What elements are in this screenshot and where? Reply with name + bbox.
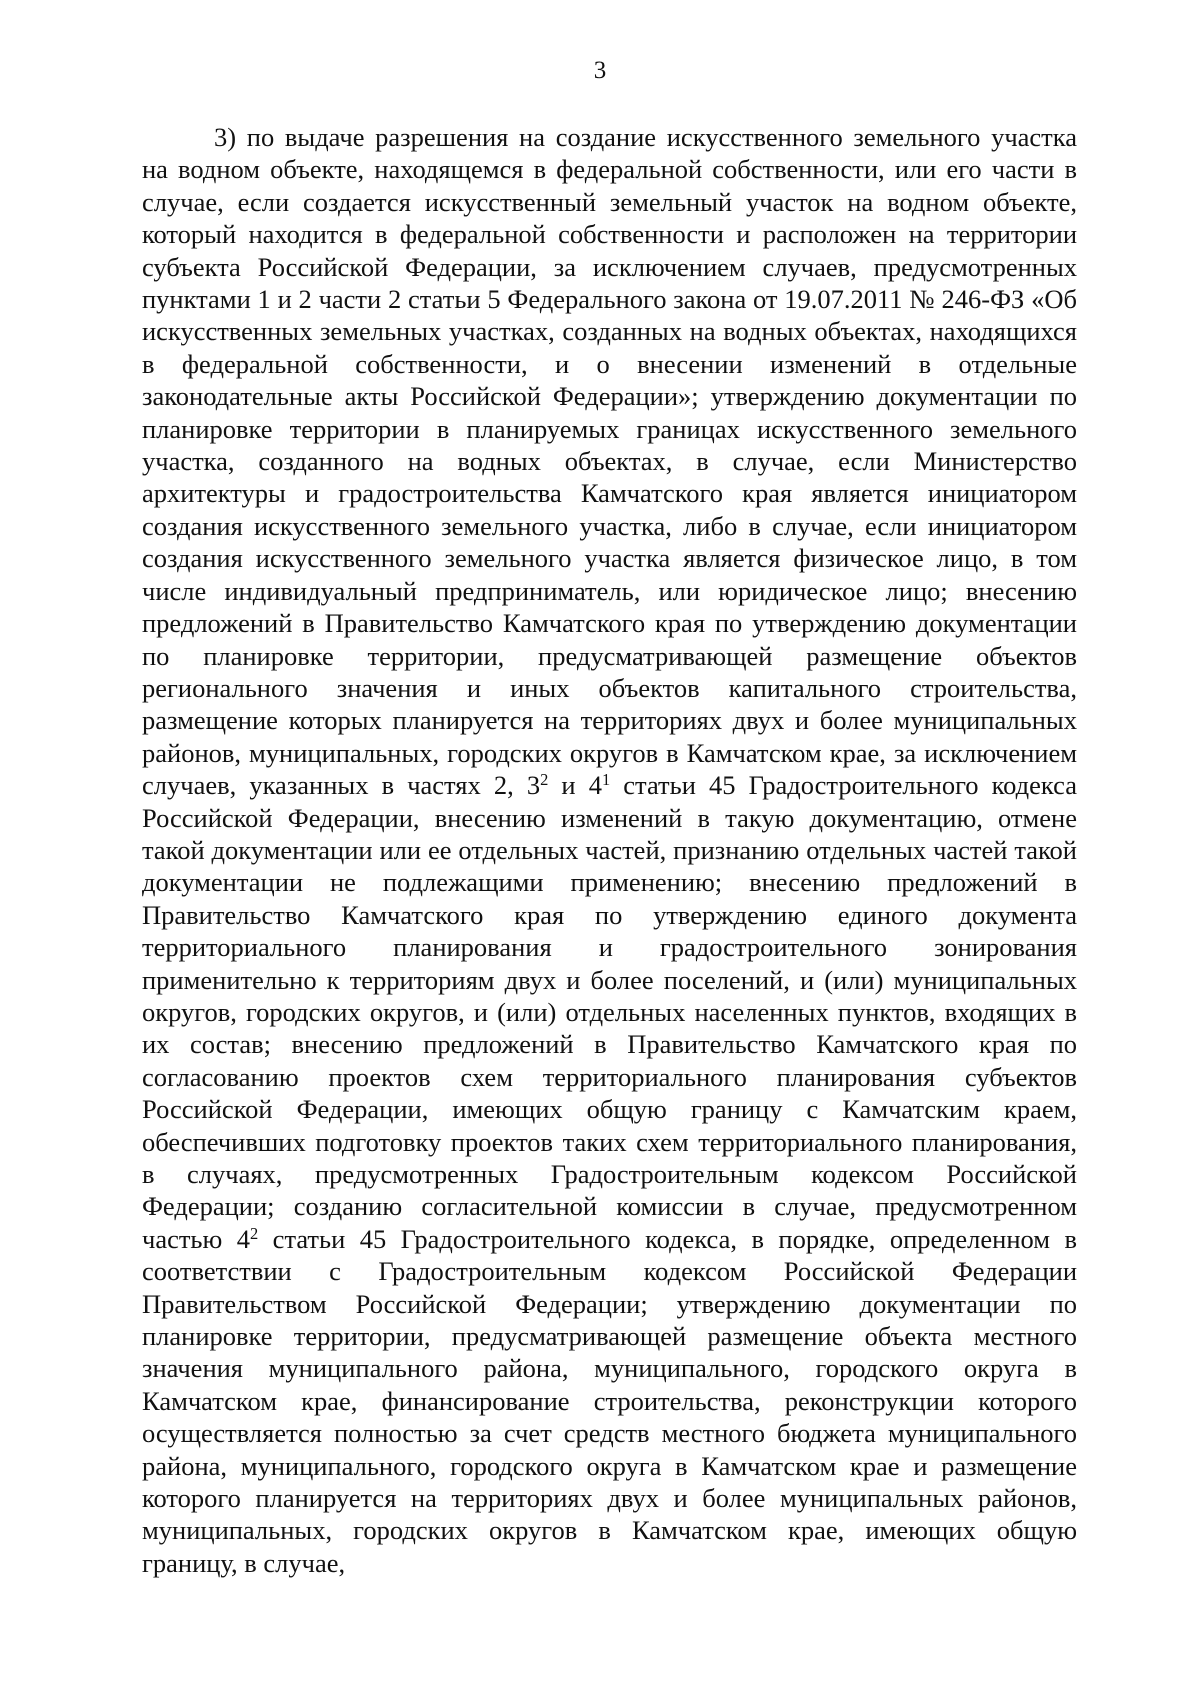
superscript-2-second: 2	[250, 1223, 259, 1243]
page-number: 3	[593, 57, 607, 84]
paragraph-text-part-1: 3) по выдаче разрешения на создание искусственного земельного участка на водном объекте, находящемся в федеральной собственности, или его части в случае, если создается искусственный земельный участок на водном объекте, который находится в федеральной собственности и расположен на территории субъекта Российской Федерации, за исключением случаев, предусмотренных пунктами 1 и 2 части 2 статьи 5 Федерального закона от 19.07.2011 № 246-ФЗ «Об искусственных земельных участках, созданных на водных объектах, находящихся в федеральной собственности, и о внесении изменений в отдельные законодательные акты Российской Федерации»; утверждению документации по планировке территории в планируемых границах искусственного земельного участка, созданного на водных объектах, в случае, если Министерство архитектуры и градостроительства Камчатского края является инициатором создания искусственного земельного участка, либо в случае, если инициатором создания искусственного земельного участка является физическое лицо, в том числе индивидуальный предприниматель, или юридическое лицо; внесению предложений в Правительство Камчатского края по утверждению документации по планировке территории, предусматривающей размещение объектов регионального значения и иных объектов капитального строительства, размещение которых планируется на территориях двух и более муниципальных районов, муниципальных, городских округов в Камчатском крае, за исключением случаев, указанных в частях 2, 3	[142, 122, 1077, 801]
paragraph-text-part-2: и 4	[548, 770, 602, 801]
superscript-1: 1	[601, 770, 611, 790]
body-paragraph	[142, 121, 1077, 1579]
paragraph-text-part-4: статьи 45 Градостроительного кодекса, в порядке, определенном в соответствии с Градостроительным кодексом Российской Федерации Правительством Российской Федерации; утверждению документации по планировке территории, предусматривающей размещение объекта местного значения муниципального района, муниципального, городского округа в Камчатском крае, финансирование строительства, реконструкции которого осуществляется полностью за счет средств местного бюджета муниципального района, муниципального, городского округа в Камчатском крае и размещение которого планируется на территориях двух и более муниципальных районов, муниципальных, городских округов в Камчатском крае, имеющих общую границу, в случае,	[142, 1223, 1077, 1578]
paragraph-text-part-3: статьи 45 Градостроительного кодекса Российской Федерации, внесению изменений в такую документацию, отмене такой документации или ее отдельных частей, признанию отдельных частей такой документации не подлежащими применению; внесению предложений в Правительство Камчатского края по утверждению единого документа территориального планирования и градостроительного зонирования применительно к территориям двух и более поселений, и (или) муниципальных округов, городских округов, и (или) отдельных населенных пунктов, входящих в их состав; внесению предложений в Правительство Камчатского края по согласованию проектов схем территориального планирования субъектов Российской Федерации, имеющих общую границу с Камчатским краем, обеспечивших подготовку проектов таких схем территориального планирования, в случаях, предусмотренных Градостроительным кодексом Российской Федерации; созданию согласительной комиссии в случае, предусмотренном частью 4	[142, 770, 1077, 1254]
superscript-2: 2	[540, 770, 549, 790]
